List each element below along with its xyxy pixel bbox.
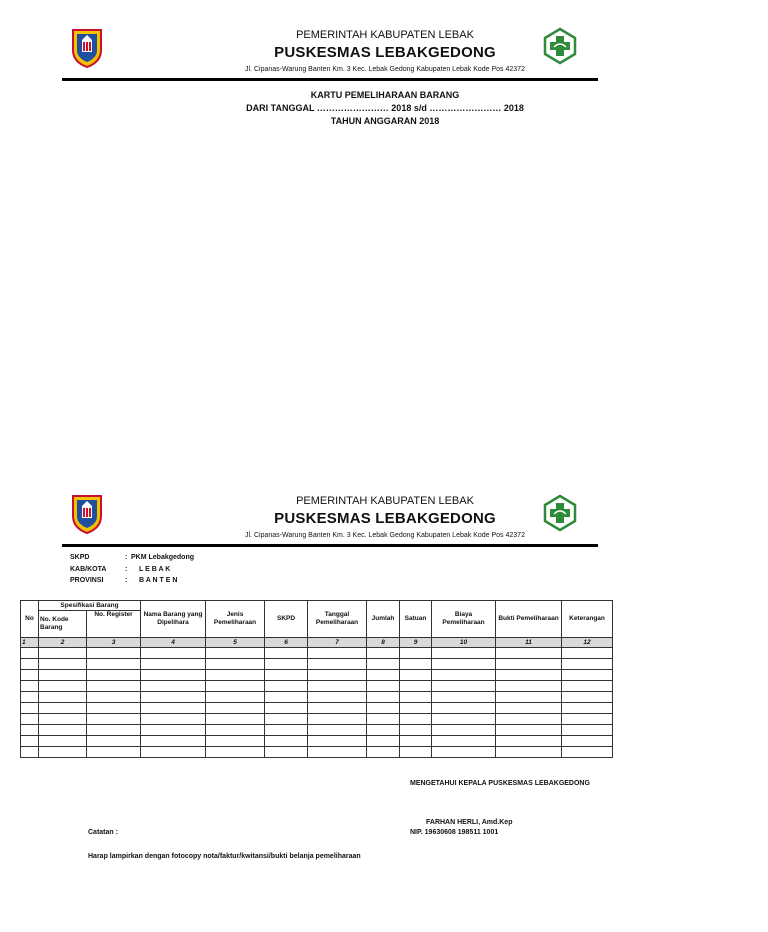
table-cell — [265, 648, 308, 659]
table-cell — [39, 681, 87, 692]
signatory-name: FARHAN HERLI, Amd.Kep — [426, 819, 513, 826]
table-cell — [206, 747, 265, 758]
column-number: 2 — [39, 638, 87, 648]
table-cell — [367, 703, 400, 714]
info-label: PROVINSI — [70, 577, 104, 584]
table-cell — [367, 736, 400, 747]
table-row — [21, 703, 613, 714]
column-number: 1 — [21, 638, 39, 648]
table-cell — [21, 681, 39, 692]
table-cell — [87, 692, 141, 703]
table-cell — [265, 725, 308, 736]
info-skpd — [70, 554, 194, 561]
table-cell — [432, 681, 496, 692]
header-keterangan: Keterangan — [562, 601, 613, 638]
table-header-row — [21, 601, 613, 611]
table-cell — [308, 670, 367, 681]
column-number: 11 — [496, 638, 562, 648]
table-cell — [432, 703, 496, 714]
table-cell — [39, 736, 87, 747]
table-cell — [400, 736, 432, 747]
column-number: 6 — [265, 638, 308, 648]
info-value: PKM Lebakgedong — [131, 554, 195, 561]
table-row — [21, 670, 613, 681]
table-cell — [265, 703, 308, 714]
table-cell — [21, 659, 39, 670]
header-no: No — [21, 601, 39, 638]
table-cell — [562, 725, 613, 736]
puskesmas-logo-icon — [542, 27, 578, 70]
table-cell — [87, 736, 141, 747]
header-biaya: Biaya Pemeliharaan — [432, 601, 496, 638]
header-spec: Spesifikasi Barang — [39, 601, 141, 611]
letterhead-rule — [62, 544, 598, 547]
table-row — [21, 736, 613, 747]
column-number: 8 — [367, 638, 400, 648]
table-cell — [39, 659, 87, 670]
table-cell — [367, 670, 400, 681]
table-cell — [39, 703, 87, 714]
table-cell — [432, 736, 496, 747]
table-cell — [21, 670, 39, 681]
table-cell — [206, 648, 265, 659]
table-cell — [562, 714, 613, 725]
table-cell — [206, 703, 265, 714]
table-cell — [141, 714, 206, 725]
header-jumlah: Jumlah — [367, 601, 400, 638]
table-cell — [367, 714, 400, 725]
table-cell — [367, 659, 400, 670]
column-number: 9 — [400, 638, 432, 648]
table-cell — [308, 692, 367, 703]
table-cell — [432, 659, 496, 670]
table-cell — [206, 681, 265, 692]
date-range: DARI TANGGAL …………………… 2018 s/d …………………… 2018 — [246, 103, 524, 113]
facility-address: Jl. Cipanas-Warung Banten Km. 3 Kec. Lebak Gedong Kabupaten Lebak Kode Pos 42372 — [245, 66, 525, 73]
table-cell — [308, 681, 367, 692]
table-cell — [562, 703, 613, 714]
header-register: No. Register — [87, 611, 141, 638]
maintenance-table — [20, 600, 613, 758]
document-title: KARTU PEMELIHARAAN BARANG — [310, 90, 460, 100]
table-cell — [141, 747, 206, 758]
table-cell — [21, 692, 39, 703]
table-cell — [21, 725, 39, 736]
table-cell — [496, 670, 562, 681]
info-kabkota — [70, 566, 170, 573]
column-number: 4 — [141, 638, 206, 648]
table-cell — [308, 747, 367, 758]
table-cell — [21, 703, 39, 714]
table-cell — [141, 692, 206, 703]
table-cell — [400, 714, 432, 725]
table-cell — [496, 659, 562, 670]
info-label: KAB/KOTA — [70, 566, 107, 573]
table-cell — [432, 648, 496, 659]
table-cell — [496, 714, 562, 725]
table-cell — [21, 714, 39, 725]
table-cell — [400, 692, 432, 703]
header-bukti: Bukti Pemeliharaan — [496, 601, 562, 638]
letterhead-rule — [62, 78, 598, 81]
table-cell — [206, 736, 265, 747]
table-cell — [308, 703, 367, 714]
signatory-nip: NIP. 19630608 198511 1001 — [410, 829, 499, 836]
table-cell — [206, 692, 265, 703]
header-skpd: SKPD — [265, 601, 308, 638]
table-row — [21, 692, 613, 703]
signature-heading: MENGETAHUI KEPALA PUSKESMAS LEBAKGEDONG — [410, 780, 590, 787]
table-cell — [432, 692, 496, 703]
table-cell — [496, 681, 562, 692]
info-label: SKPD — [70, 554, 90, 561]
government-name: PEMERINTAH KABUPATEN LEBAK — [296, 29, 474, 41]
table-cell — [87, 714, 141, 725]
table-cell — [400, 670, 432, 681]
kabupaten-emblem-icon — [70, 492, 104, 539]
table-cell — [87, 747, 141, 758]
fiscal-year: TAHUN ANGGARAN 2018 — [330, 116, 440, 126]
table-cell — [141, 725, 206, 736]
table-cell — [141, 703, 206, 714]
table-cell — [39, 648, 87, 659]
facility-name: PUSKESMAS LEBAKGEDONG — [274, 510, 496, 527]
table-cell — [265, 714, 308, 725]
table-cell — [308, 648, 367, 659]
table-cell — [39, 692, 87, 703]
column-number: 7 — [308, 638, 367, 648]
table-cell — [432, 725, 496, 736]
table-cell — [400, 725, 432, 736]
column-number: 5 — [206, 638, 265, 648]
table-cell — [206, 659, 265, 670]
table-cell — [367, 648, 400, 659]
puskesmas-logo-icon — [542, 494, 578, 537]
table-body — [21, 648, 613, 758]
table-cell — [308, 714, 367, 725]
table-cell — [562, 659, 613, 670]
notes-text: Harap lampirkan dengan fotocopy nota/faktur/kwitansi/bukti belanja pemeliharaan — [88, 853, 361, 860]
header-jenis: Jenis Pemeliharaan — [206, 601, 265, 638]
table-cell — [265, 692, 308, 703]
table-cell — [21, 736, 39, 747]
table-cell — [87, 681, 141, 692]
table-cell — [87, 648, 141, 659]
table-row — [21, 714, 613, 725]
table-cell — [496, 736, 562, 747]
table-cell — [265, 670, 308, 681]
table-cell — [87, 670, 141, 681]
table-cell — [308, 659, 367, 670]
info-value: L E B A K — [139, 566, 171, 573]
info-sep: : — [125, 554, 128, 561]
table-row — [21, 747, 613, 758]
table-cell — [87, 703, 141, 714]
table-cell — [39, 747, 87, 758]
table-cell — [432, 747, 496, 758]
table-cell — [206, 725, 265, 736]
table-cell — [265, 747, 308, 758]
table-cell — [400, 703, 432, 714]
header-kode: No. Kode Barang — [39, 611, 87, 638]
facility-name: PUSKESMAS LEBAKGEDONG — [274, 44, 496, 61]
table-cell — [367, 725, 400, 736]
table-cell — [21, 747, 39, 758]
column-number: 10 — [432, 638, 496, 648]
government-name: PEMERINTAH KABUPATEN LEBAK — [296, 495, 474, 507]
table-cell — [432, 714, 496, 725]
notes-label: Catatan : — [88, 829, 118, 836]
table-cell — [562, 747, 613, 758]
table-cell — [400, 648, 432, 659]
table-row — [21, 659, 613, 670]
table-cell — [400, 747, 432, 758]
table-cell — [87, 725, 141, 736]
table-row — [21, 648, 613, 659]
header-tanggal: Tanggal Pemeliharaan — [308, 601, 367, 638]
table-cell — [265, 681, 308, 692]
table-cell — [562, 681, 613, 692]
table-cell — [562, 648, 613, 659]
table-cell — [39, 714, 87, 725]
table-cell — [21, 648, 39, 659]
table-cell — [206, 670, 265, 681]
table-cell — [496, 648, 562, 659]
table-cell — [496, 725, 562, 736]
table-row — [21, 681, 613, 692]
table-cell — [39, 725, 87, 736]
table-cell — [562, 670, 613, 681]
table-cell — [367, 681, 400, 692]
table-cell — [141, 659, 206, 670]
table-cell — [141, 736, 206, 747]
table-cell — [562, 692, 613, 703]
table-cell — [141, 648, 206, 659]
info-sep: : — [125, 566, 128, 573]
facility-address: Jl. Cipanas-Warung Banten Km. 3 Kec. Lebak Gedong Kabupaten Lebak Kode Pos 42372 — [245, 532, 525, 539]
table-cell — [265, 659, 308, 670]
column-number: 12 — [562, 638, 613, 648]
table-cell — [206, 714, 265, 725]
table-cell — [432, 670, 496, 681]
header-nama: Nama Barang yang Dipelihara — [141, 601, 206, 638]
table-cell — [496, 747, 562, 758]
table-cell — [308, 725, 367, 736]
table-cell — [400, 659, 432, 670]
table-cell — [141, 681, 206, 692]
info-value: B A N T E N — [139, 577, 178, 584]
table-cell — [562, 736, 613, 747]
table-cell — [496, 703, 562, 714]
table-cell — [87, 659, 141, 670]
kabupaten-emblem-icon — [70, 26, 104, 73]
info-sep: : — [125, 577, 128, 584]
table-cell — [308, 736, 367, 747]
column-number: 3 — [87, 638, 141, 648]
table-row — [21, 725, 613, 736]
table-cell — [400, 681, 432, 692]
table-cell — [141, 670, 206, 681]
column-number-row — [21, 638, 613, 648]
table-cell — [39, 670, 87, 681]
table-cell — [367, 747, 400, 758]
table-cell — [367, 692, 400, 703]
table-cell — [265, 736, 308, 747]
header-satuan: Satuan — [400, 601, 432, 638]
table-cell — [496, 692, 562, 703]
info-provinsi — [70, 577, 177, 584]
